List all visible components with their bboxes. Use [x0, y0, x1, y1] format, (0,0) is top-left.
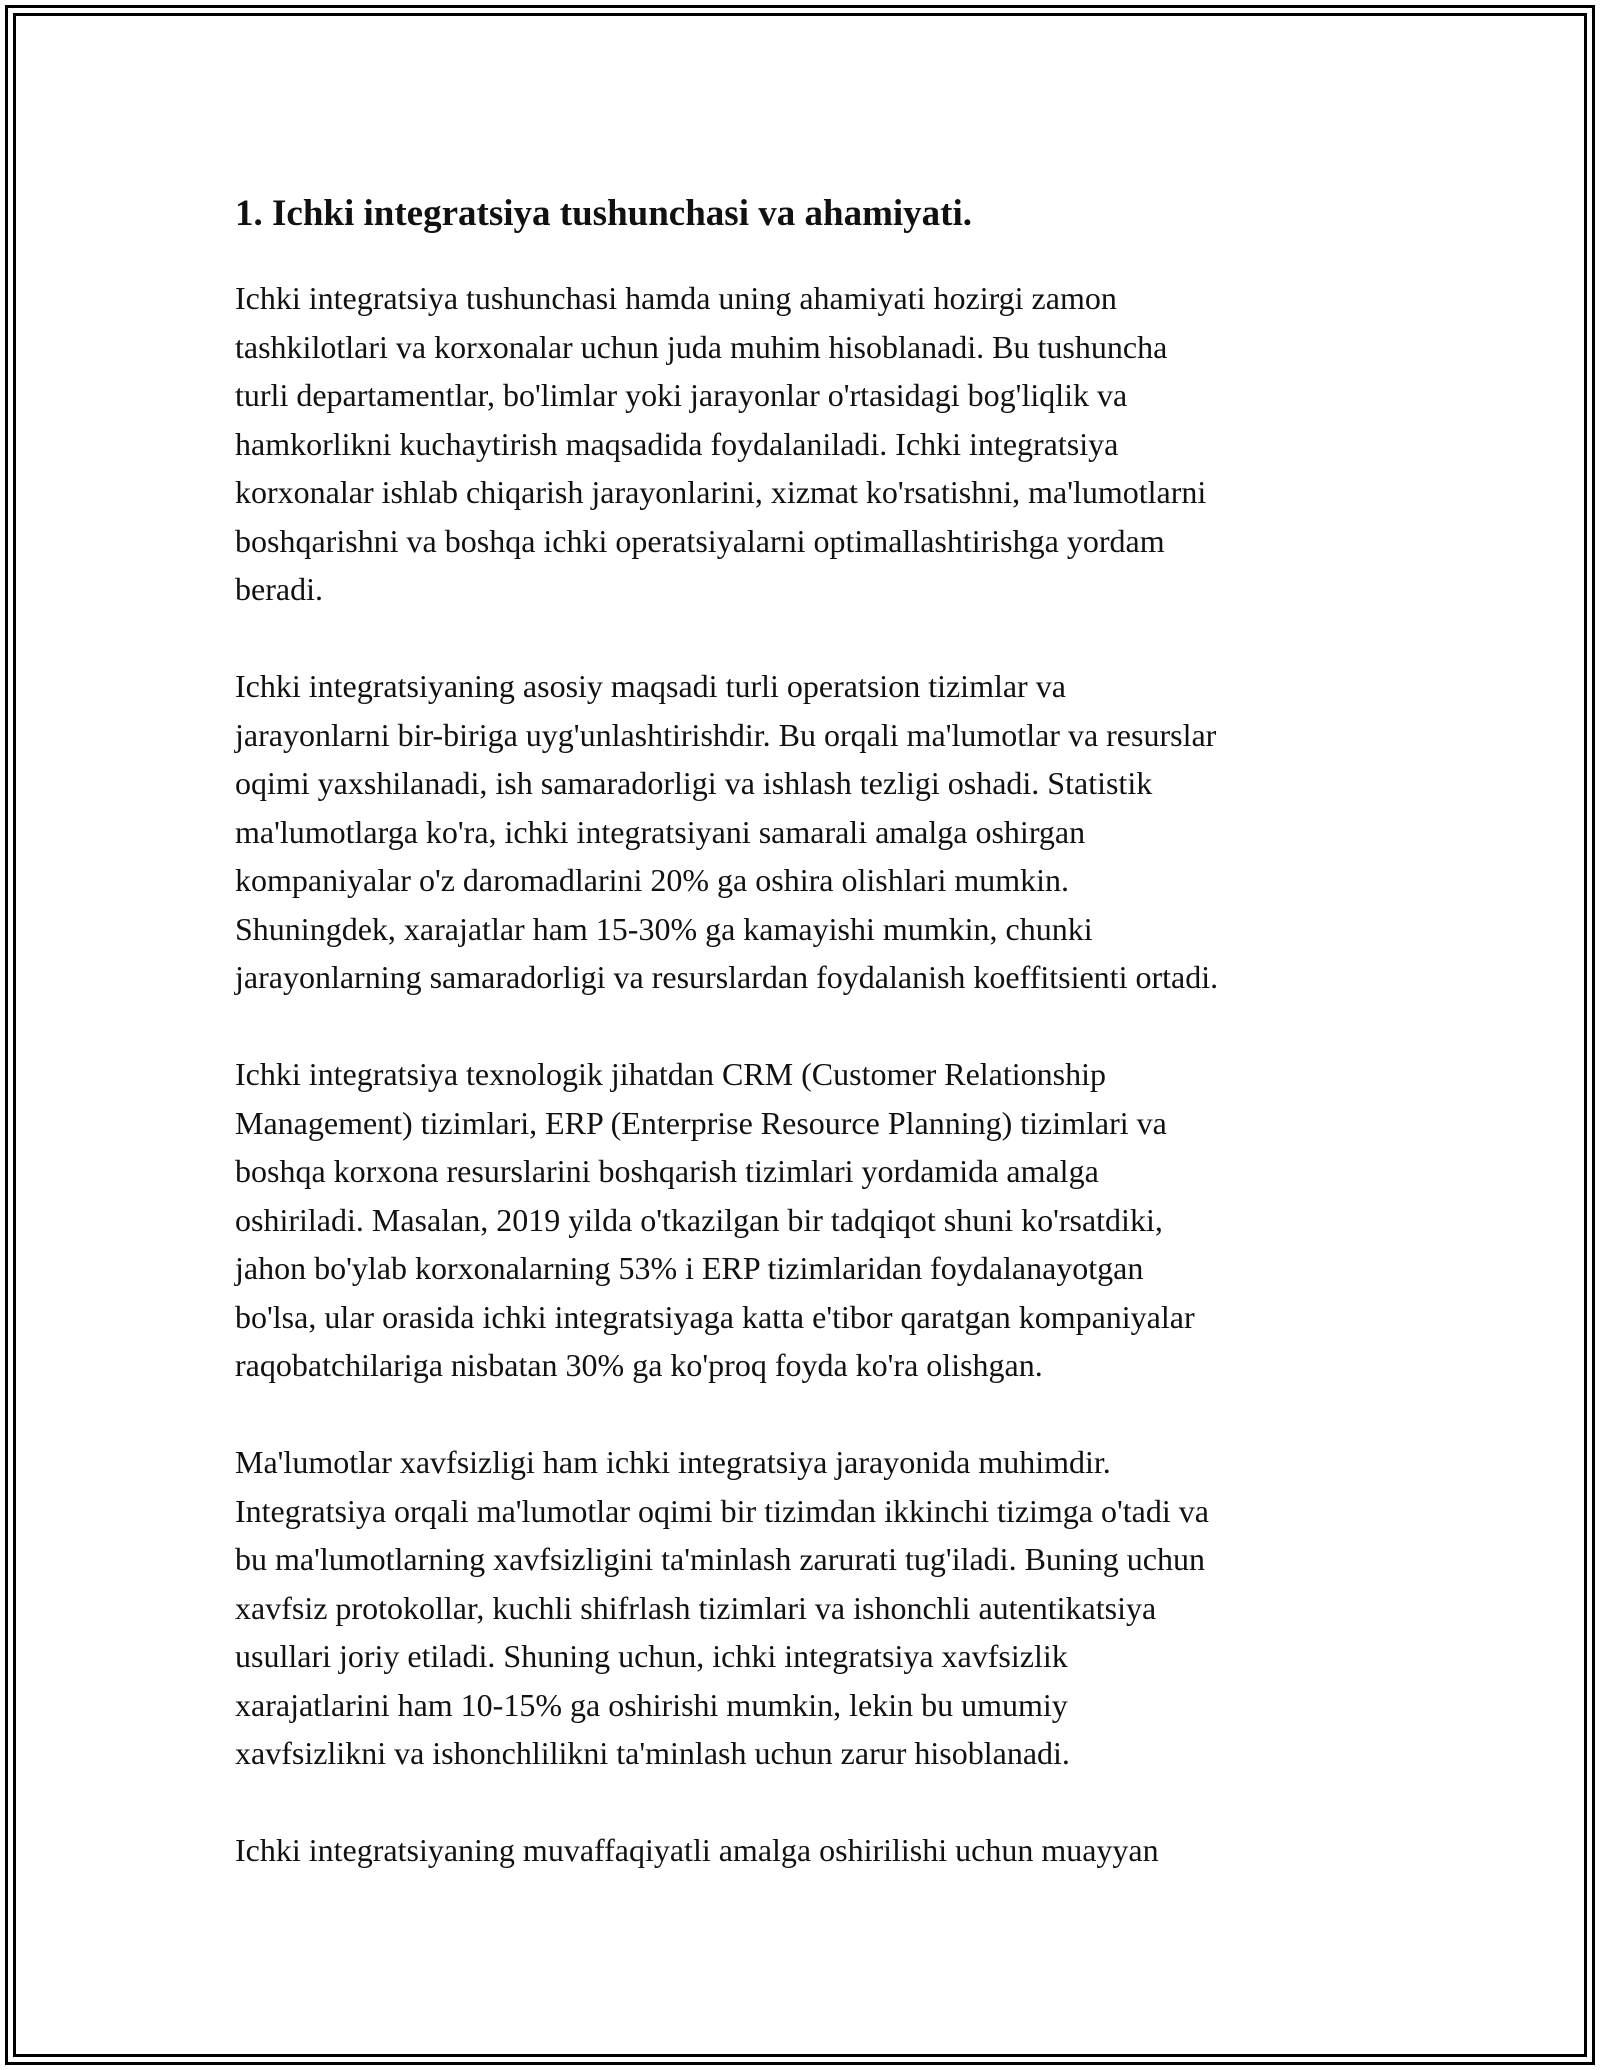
text-line: bu ma'lumotlarning xavfsizligini ta'minlash zarurati tug'iladi. Buning uchun: [235, 1541, 1205, 1577]
text-line: Ichki integratsiyaning muvaffaqiyatli amalga oshirilishi uchun muayyan: [235, 1832, 1159, 1868]
text-line: jahon bo'ylab korxonalarning 53% i ERP tizimlaridan foydalanayotgan: [235, 1250, 1144, 1286]
text-line: xarajatlarini ham 10-15% ga oshirishi mumkin, lekin bu umumiy: [235, 1686, 1068, 1723]
text-line: kompaniyalar o'z daromadlarini 20% ga oshira olishlari mumkin.: [235, 862, 1069, 898]
text-line: xavfsizlikni va ishonchlilikni ta'minlash uchun zarur hisoblanadi.: [235, 1735, 1070, 1771]
text-line: xavfsiz protokollar, kuchli shifrlash tizimlari va ishonchli autentikatsiya: [235, 1589, 1157, 1626]
text-line: raqobatchilariga nisbatan 30% ga ko'proq foyda ko'ra olishgan.: [235, 1347, 1043, 1383]
document-body: [235, 188, 1385, 1923]
text-line: Ichki integratsiya texnologik jihatdan CRM (Customer Relationship: [235, 1056, 1106, 1092]
text-line: Shuningdek, xarajatlar ham 15-30% ga kamayishi mumkin, chunki: [235, 910, 1093, 947]
text-line: bo'lsa, ular orasida ichki integratsiyaga katta e'tibor qaratgan kompaniyalar: [235, 1298, 1195, 1335]
paragraph-technology: [235, 1050, 1385, 1390]
text-line: hamkorlikni kuchaytirish maqsadida foydalaniladi. Ichki integratsiya: [235, 425, 1119, 462]
paragraph-definition: [235, 274, 1385, 614]
text-line: boshqarishni va boshqa ichki operatsiyalarni optimallashtirishga yordam: [235, 522, 1165, 559]
text-line: turli departamentlar, bo'limlar yoki jarayonlar o'rtasidagi bog'liqlik va: [235, 377, 1128, 413]
text-line: ma'lumotlarga ko'ra, ichki integratsiyani samarali amalga oshirgan: [235, 813, 1086, 850]
text-line: Ichki integratsiya tushunchasi hamda uning ahamiyati hozirgi zamon: [235, 280, 1117, 316]
text-line: Management) tizimlari, ERP (Enterprise Resource Planning) tizimlari va: [235, 1104, 1167, 1141]
text-line: oqimi yaxshilanadi, ish samaradorligi va ishlash tezligi oshadi. Statistik: [235, 765, 1153, 801]
paragraph-security: [235, 1438, 1385, 1778]
text-line: oshiriladi. Masalan, 2019 yilda o'tkazilgan bir tadqiqot shuni ko'rsatdiki,: [235, 1201, 1163, 1238]
paragraph-purpose: [235, 662, 1385, 1002]
text-line: Ichki integratsiyaning asosiy maqsadi turli operatsion tizimlar va: [235, 668, 1066, 704]
section-title: 1. Ichki integratsiya tushunchasi va ahamiyati.: [235, 193, 973, 234]
paragraph-success: [235, 1826, 1385, 1875]
text-line: jarayonlarni bir-biriga uyg'unlashtirishdir. Bu orqali ma'lumotlar va resurslar: [235, 716, 1217, 753]
text-line: jarayonlarning samaradorligi va resurslardan foydalanish koeffitsienti ortadi.: [235, 959, 1219, 995]
text-line: Ma'lumotlar xavfsizligi ham ichki integratsiya jarayonida muhimdir.: [235, 1444, 1111, 1480]
text-line: korxonalar ishlab chiqarish jarayonlarini, xizmat ko'rsatishni, ma'lumotlarni: [235, 474, 1207, 510]
text-line: usullari joriy etiladi. Shuning uchun, ichki integratsiya xavfsizlik: [235, 1638, 1068, 1674]
text-line: Integratsiya orqali ma'lumotlar oqimi bir tizimdan ikkinchi tizimga o'tadi va: [235, 1492, 1209, 1529]
text-line: beradi.: [235, 571, 323, 607]
text-line: boshqa korxona resurslarini boshqarish tizimlari yordamida amalga: [235, 1153, 1099, 1189]
text-line: tashkilotlari va korxonalar uchun juda muhim hisoblanadi. Bu tushuncha: [235, 328, 1168, 365]
